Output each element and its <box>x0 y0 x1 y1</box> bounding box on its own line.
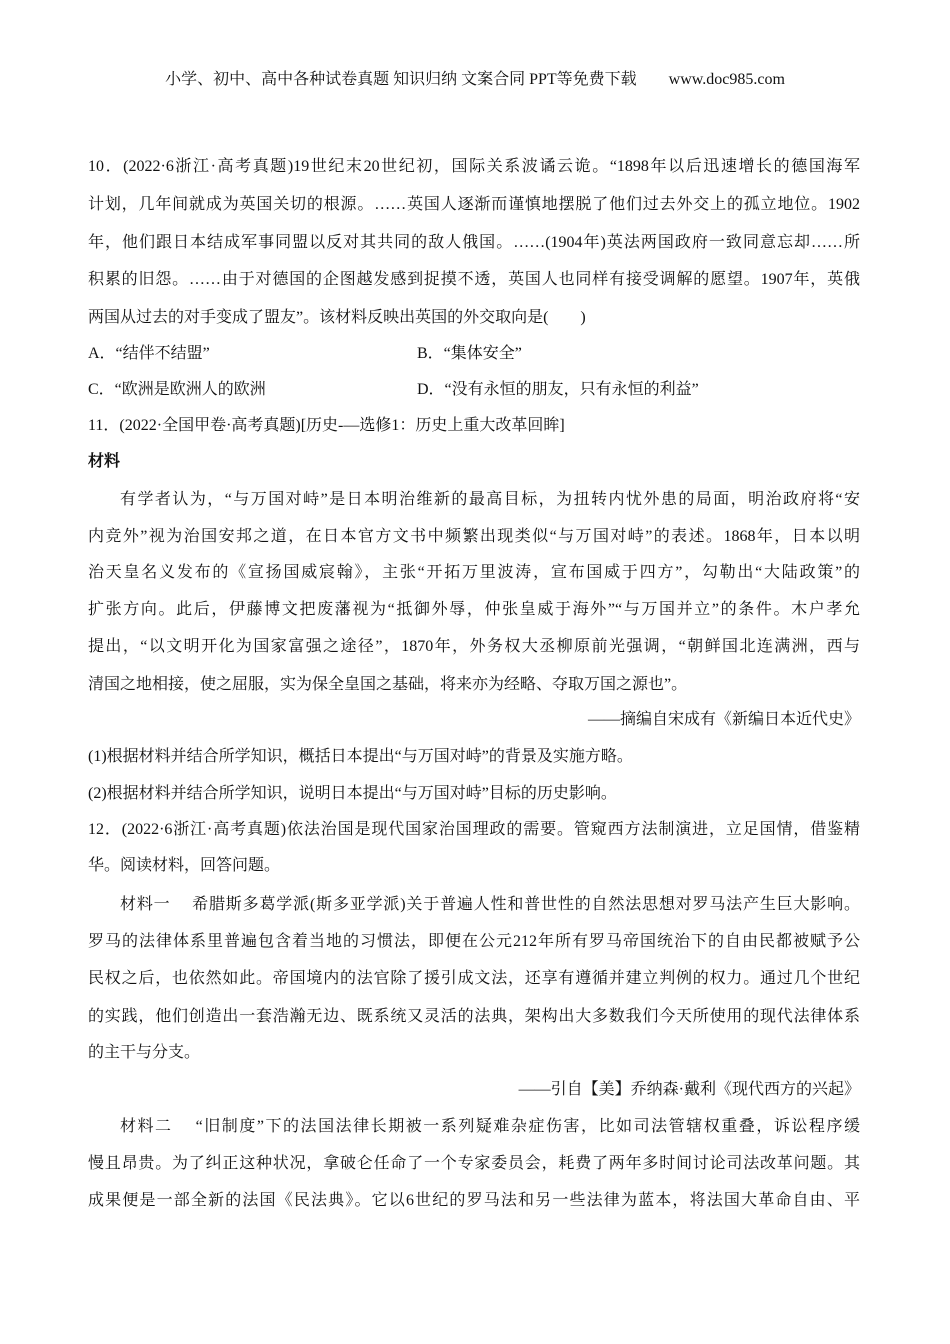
q12-line: 华。阅读材料，回答问题。 <box>88 857 281 874</box>
q11-line: 治天皇名义发布的《宣扬国威宸翰》，主张“开拓万里波涛，宣布国威于四方”，勾勒出“大陆政策”的 <box>88 564 860 581</box>
material-1-line: 的实践，他们创造出一套浩瀚无边、既系统又灵活的法典，架构出大多数我们今天所使用的现代法律体系 <box>88 1008 860 1025</box>
material-1-source: ——引自【美】乔纳森·戴利《现代西方的兴起》 <box>518 1081 860 1098</box>
material-1-line: 的主干与分支。 <box>88 1044 201 1061</box>
material-1-line: 材料一 希腊斯多葛学派(斯多亚学派)关于普遍人性和普世性的自然法思想对罗马法产生巨大影响。 <box>120 896 860 913</box>
q11-line: 提出，“以文明开化为国家富强之途径”，1870年，外务权大丞柳原前光强调，“朝鲜国北连满洲，西与 <box>88 638 860 655</box>
q11-title: 11．(2022·全国甲卷·高考真题)[历史-—选修1：历史上重大改革回眸] <box>88 417 565 434</box>
q11-line: 扩张方向。此后，伊藤博文把废藩视为“抵御外辱，仲张皇威于海外”“与万国并立”的条件。木户孝允 <box>88 601 860 618</box>
q12-line: 12．(2022·6浙江·高考真题)依法治国是现代国家治国理政的需要。管窥西方法制演进，立足国情，借鉴精 <box>88 821 860 838</box>
material-1-line: 民权之后，也依然如此。帝国境内的法官除了援引成文法，还享有遵循并建立判例的权力。通过几个世纪 <box>88 970 860 987</box>
q10-line: 10．(2022·6浙江·高考真题)19世纪末20世纪初，国际关系波谲云诡。“1898年以后迅速增长的德国海军 <box>88 158 860 175</box>
page-header: 小学、初中、高中各种试卷真题 知识归纳 文案合同 PPT等免费下载 www.doc985.com <box>165 71 785 88</box>
q10-line: 年，他们跟日本结成军事同盟以反对其共同的敌人俄国。……(1904年)英法两国政府一致同意忘却……所 <box>88 234 860 251</box>
q11-line: 有学者认为，“与万国对峙”是日本明治维新的最高目标，为扭转内忧外患的局面，明治政府将“安 <box>120 491 860 508</box>
option-c: C．“欧洲是欧洲人的欧洲 <box>88 381 266 398</box>
option-b: B．“集体安全” <box>417 345 522 362</box>
q10-line: 计划，几年间就成为英国关切的根源。……英国人逐渐而谨慎地摆脱了他们过去外交上的孤立地位。1902 <box>88 196 860 213</box>
q11-line: 内竞外”视为治国安邦之道，在日本官方文书中频繁出现类似“与万国对峙”的表述。1868年，日本以明 <box>88 528 860 545</box>
material-2-line: 成果便是一部全新的法国《民法典》。它以6世纪的罗马法和另一些法律为蓝本，将法国大革命自由、平 <box>88 1192 860 1209</box>
material-2-line: 慢且昂贵。为了纠正这种状况，拿破仑任命了一个专家委员会，耗费了两年多时间讨论司法改革问题。其 <box>88 1155 860 1172</box>
option-a: A．“结伴不结盟” <box>88 345 210 362</box>
material-1-line: 罗马的法律体系里普遍包含着当地的习惯法，即便在公元212年所有罗马帝国统治下的自由民都被赋予公 <box>88 933 860 950</box>
q10-line: 积累的旧怨。……由于对德国的企图越发感到捉摸不透，英国人也同样有接受调解的愿望。1907年，英俄 <box>88 271 860 288</box>
material-2-line: 材料二 “旧制度”下的法国法律长期被一系列疑难杂症伤害，比如司法管辖权重叠，诉讼程序缓 <box>120 1118 860 1135</box>
material-label: 材料 <box>88 453 121 470</box>
q10-line: 两国从过去的对手变成了盟友”。该材料反映出英国的外交取向是( ) <box>88 309 586 326</box>
q11-question-2: (2)根据材料并结合所学知识，说明日本提出“与万国对峙”目标的历史影响。 <box>88 785 617 802</box>
q11-source: ——摘编自宋成有《新编日本近代史》 <box>587 711 860 728</box>
q11-line: 清国之地相接，使之屈服，实为保全皇国之基础，将来亦为经略、夺取万国之源也”。 <box>88 676 688 693</box>
option-d: D．“没有永恒的朋友，只有永恒的利益” <box>417 381 699 398</box>
q11-question-1: (1)根据材料并结合所学知识，概括日本提出“与万国对峙”的背景及实施方略。 <box>88 748 633 765</box>
